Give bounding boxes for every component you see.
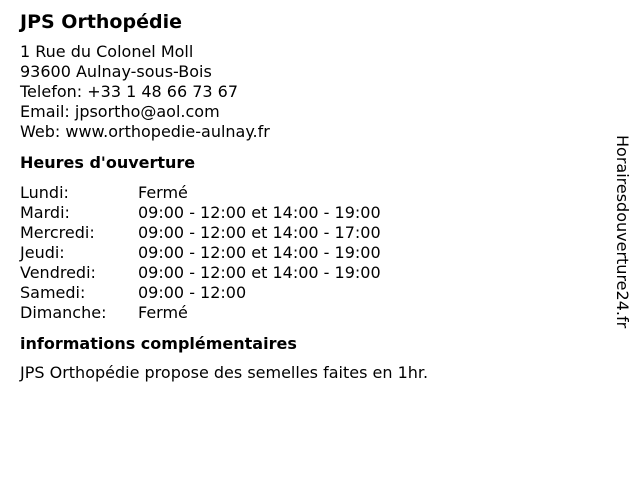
address-line-1: 1 Rue du Colonel Moll: [20, 42, 194, 61]
opening-hours-table: [20, 183, 381, 323]
day-hours: Fermé: [138, 183, 188, 202]
day-hours: 09:00 - 12:00 et 14:00 - 17:00: [138, 223, 381, 242]
day-label: Samedi:: [20, 283, 86, 302]
info-text: JPS Orthopédie propose des semelles faites en 1hr.: [20, 363, 429, 382]
business-name: JPS Orthopédie: [20, 11, 182, 33]
day-label: Mardi:: [20, 203, 70, 222]
day-label: Jeudi:: [20, 243, 65, 262]
hours-row-saturday: [20, 283, 381, 303]
day-label: Lundi:: [20, 183, 69, 202]
hours-row-wednesday: [20, 223, 381, 243]
hours-heading: Heures d'ouverture: [20, 153, 196, 172]
email-line: Email: jpsortho@aol.com: [20, 102, 220, 121]
day-hours: 09:00 - 12:00 et 14:00 - 19:00: [138, 263, 381, 282]
watermark-text: Horairesdouverture24.fr: [613, 135, 632, 329]
hours-row-sunday: [20, 303, 381, 323]
info-heading: informations complémentaires: [20, 334, 297, 353]
day-hours: 09:00 - 12:00 et 14:00 - 19:00: [138, 243, 381, 262]
day-label: Vendredi:: [20, 263, 96, 282]
day-label: Mercredi:: [20, 223, 95, 242]
phone-line: Telefon: +33 1 48 66 73 67: [20, 82, 239, 101]
web-line: Web: www.orthopedie-aulnay.fr: [20, 122, 270, 141]
hours-row-monday: [20, 183, 381, 203]
hours-row-friday: [20, 263, 381, 283]
day-hours: Fermé: [138, 303, 188, 322]
business-card: [20, 10, 600, 383]
hours-row-tuesday: [20, 203, 381, 223]
contact-block: [20, 42, 600, 142]
hours-row-thursday: [20, 243, 381, 263]
day-label: Dimanche:: [20, 303, 107, 322]
day-hours: 09:00 - 12:00: [138, 283, 247, 302]
day-hours: 09:00 - 12:00 et 14:00 - 19:00: [138, 203, 381, 222]
address-line-2: 93600 Aulnay-sous-Bois: [20, 62, 212, 81]
